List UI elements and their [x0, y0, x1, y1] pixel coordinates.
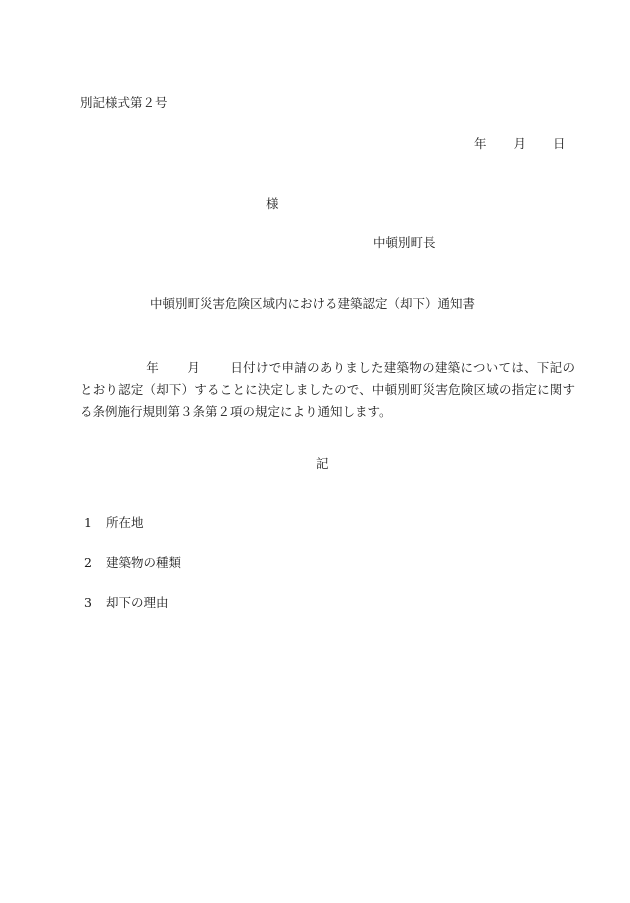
issuer-name: 中頓別町長: [373, 235, 436, 250]
item-number: 1: [84, 515, 92, 530]
list-item: [84, 517, 144, 530]
date-year-label: 年: [474, 136, 487, 151]
addressee-honorific: 様: [266, 196, 279, 211]
item-number: 2: [84, 555, 92, 570]
item-label: 却下の理由: [106, 595, 169, 610]
item-label: 建築物の種類: [106, 555, 182, 570]
ki-heading: 記: [316, 456, 329, 471]
date-day-label: 日: [553, 136, 566, 151]
body-text: 日付けで申請のありました建築物の建築については、下記のとおり認定（却下）することに決定しましたので、中頓別町災害危険区域の指定に関する条例施行規則第３条第２項の規定により通知します。: [80, 360, 575, 419]
date-month-label: 月: [513, 136, 527, 151]
item-number: 3: [84, 595, 92, 610]
document-title: 中頓別町災害危険区域内における建築認定（却下）通知書: [150, 296, 476, 311]
item-label: 所在地: [106, 515, 144, 530]
list-item: [84, 597, 169, 610]
body-month-label: 月: [187, 360, 201, 375]
body-paragraph: [80, 357, 575, 423]
list-item: [84, 557, 181, 570]
body-year-label: 年: [146, 360, 160, 375]
form-number: 別記様式第２号: [80, 95, 168, 110]
date-line: [474, 138, 566, 151]
